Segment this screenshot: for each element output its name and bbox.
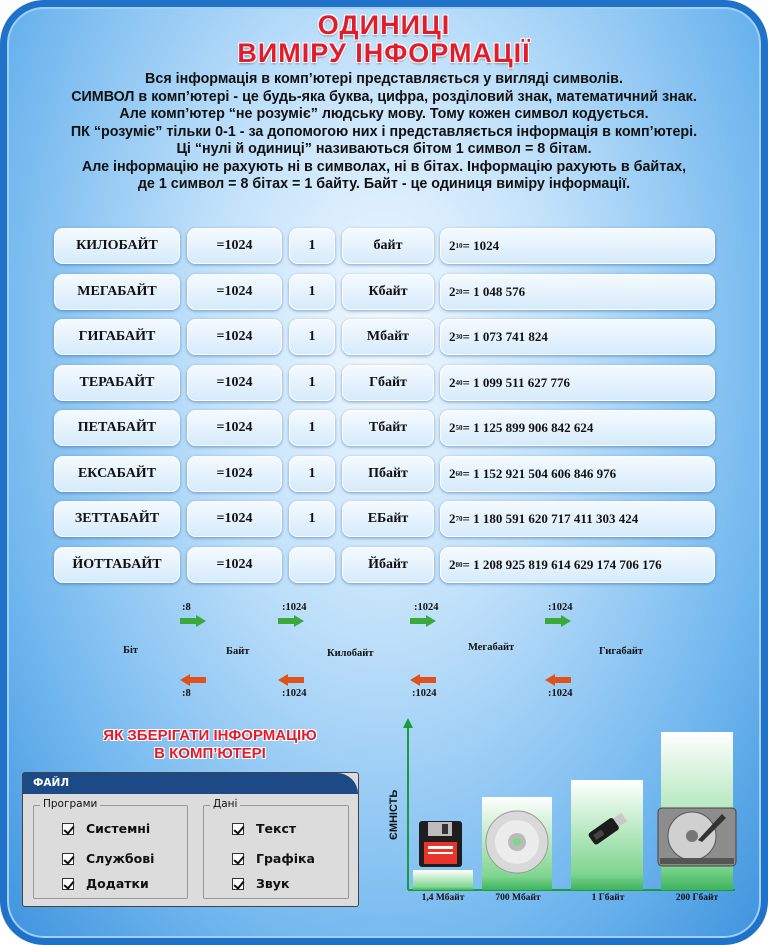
cd-disc-icon	[485, 810, 549, 874]
unit-equals-cell: =1024	[187, 547, 282, 583]
unit-name-cell: ЙОТТАБАЙТ	[54, 547, 180, 583]
intro-line: ПК “розуміє” тільки 0-1 - за допомогою них і представляється інформація в комп’ютері.	[70, 123, 698, 140]
intro-line: Ці “нулі й одиниці” називаються бітом 1 символ = 8 бітам.	[176, 141, 592, 157]
unit-one-cell: 1	[289, 410, 335, 446]
power-value: = 1 180 591 620 717 411 303 424	[462, 511, 639, 526]
unit-power-cell	[440, 410, 715, 446]
power-base: 2	[449, 375, 456, 390]
file-panel-header: ФАЙЛ	[23, 773, 358, 794]
data-caption: Дані	[210, 798, 240, 810]
conv-forward-label: :1024	[548, 602, 573, 613]
conv-unit-byte: Байт	[226, 646, 250, 657]
checkbox-checked-icon[interactable]	[62, 878, 74, 890]
conv-backward-label: :8	[182, 688, 191, 699]
unit-one-cell: 1	[289, 228, 335, 264]
unit-power-cell	[440, 456, 715, 492]
power-base: 2	[449, 238, 456, 253]
power-base: 2	[449, 557, 456, 572]
power-base: 2	[449, 329, 456, 344]
unit-equals-cell: =1024	[187, 410, 282, 446]
capacity-axis-label: ЄМНІСТЬ	[388, 789, 400, 841]
arrow-left-icon	[410, 674, 436, 686]
conv-unit-bit: Біт	[123, 645, 139, 656]
poster-title-line2: ВИМІРУ ІНФОРМАЦІЇ	[237, 38, 531, 68]
unit-base-cell: Йбайт	[342, 547, 434, 583]
unit-base-cell: ЕБайт	[342, 501, 434, 537]
capacity-label-usb: 1 Гбайт	[591, 893, 625, 903]
power-exponent: 10	[455, 242, 463, 250]
conv-backward-label: :1024	[282, 688, 307, 699]
unit-power-cell	[440, 228, 715, 264]
poster-title-line1: ОДИНИЦІ	[317, 10, 451, 40]
programs-caption: Програми	[40, 798, 100, 810]
conv-unit-megabyte: Мегабайт	[468, 642, 515, 653]
intro-text	[10, 71, 758, 194]
intro-line: де 1 символ = 8 бітах = 1 байту. Байт - це одиниця виміру інформації.	[137, 176, 631, 192]
unit-one-cell: 1	[289, 274, 335, 310]
power-exponent: 60	[455, 470, 463, 478]
data-group	[203, 798, 349, 899]
power-exponent: 50	[455, 424, 463, 432]
programs-group	[33, 798, 188, 899]
unit-one-cell: 1	[289, 456, 335, 492]
unit-equals-cell: =1024	[187, 501, 282, 537]
unit-one-cell: 1	[289, 319, 335, 355]
power-value: = 1 073 741 824	[462, 329, 548, 344]
power-exponent: 40	[455, 379, 463, 387]
power-value: = 1 125 899 906 842 624	[462, 420, 594, 435]
power-exponent: 30	[455, 333, 463, 341]
unit-base-cell: Кбайт	[342, 274, 434, 310]
power-exponent: 80	[455, 561, 463, 569]
unit-equals-cell: =1024	[187, 319, 282, 355]
unit-power-cell	[440, 547, 715, 583]
capacity-bar-floppy	[413, 870, 473, 890]
conv-forward-label: :1024	[414, 602, 439, 613]
conv-unit-gigabyte: Гигабайт	[599, 646, 644, 657]
power-value: = 1 048 576	[462, 284, 526, 299]
arrow-left-icon	[278, 674, 304, 686]
power-base: 2	[449, 511, 456, 526]
intro-line: Але інформацію не рахують ні в символах, ні в бітах. Інформацію рахують в байтах,	[81, 158, 687, 175]
checkbox-checked-icon[interactable]	[232, 853, 244, 865]
conv-forward-label: :8	[182, 602, 191, 613]
unit-name-cell: ТЕРАБАЙТ	[54, 365, 180, 401]
unit-base-cell: Пбайт	[342, 456, 434, 492]
unit-one-cell: 1	[289, 365, 335, 401]
floppy-disk-icon	[418, 820, 463, 868]
unit-base-cell: байт	[342, 228, 434, 264]
intro-line: Вся інформація в комп’ютері представляється у вигляді символів.	[145, 71, 623, 87]
hard-disk-drive-icon	[656, 800, 738, 872]
unit-base-cell: Гбайт	[342, 365, 434, 401]
unit-one-cell	[289, 547, 335, 583]
arrow-left-icon	[180, 674, 206, 686]
checkbox-checked-icon[interactable]	[232, 878, 244, 890]
conv-backward-label: :1024	[412, 688, 437, 699]
unit-name-cell: МЕГАБАЙТ	[54, 274, 180, 310]
data-option-sound[interactable]	[232, 876, 289, 891]
power-base: 2	[449, 466, 456, 481]
unit-name-cell: ПЕТАБАЙТ	[54, 410, 180, 446]
unit-name-cell: ЗЕТТАБАЙТ	[54, 501, 180, 537]
unit-one-cell: 1	[289, 501, 335, 537]
file-panel	[22, 772, 359, 907]
capacity-label-floppy: 1,4 Мбайт	[421, 893, 465, 903]
unit-power-cell	[440, 274, 715, 310]
power-base: 2	[449, 420, 456, 435]
usb-flash-drive-icon	[582, 810, 632, 848]
program-option-apps[interactable]	[62, 876, 149, 891]
power-exponent: 70	[455, 515, 463, 523]
unit-equals-cell: =1024	[187, 274, 282, 310]
capacity-label-cd: 700 Мбайт	[495, 893, 541, 903]
power-value: = 1 099 511 627 776	[462, 375, 570, 390]
power-value: = 1024	[462, 238, 500, 253]
program-option-system[interactable]	[62, 821, 150, 836]
option-label: Звук	[256, 876, 290, 891]
checkbox-checked-icon[interactable]	[62, 823, 74, 835]
unit-base-cell: Мбайт	[342, 319, 434, 355]
checkbox-checked-icon[interactable]	[232, 823, 244, 835]
unit-equals-cell: =1024	[187, 365, 282, 401]
power-base: 2	[449, 284, 456, 299]
program-option-utility[interactable]	[62, 851, 154, 866]
unit-equals-cell: =1024	[187, 228, 282, 264]
arrow-right-icon	[180, 615, 206, 627]
storage-title-line2: В КОМП’ЮТЕРІ	[154, 745, 266, 762]
arrow-right-icon	[410, 615, 436, 627]
arrow-right-icon	[278, 615, 304, 627]
checkbox-checked-icon[interactable]	[62, 853, 74, 865]
unit-name-cell: ГИГАБАЙТ	[54, 319, 180, 355]
conv-forward-label: :1024	[282, 602, 307, 613]
data-option-graphics[interactable]	[232, 851, 315, 866]
unit-equals-cell: =1024	[187, 456, 282, 492]
conv-unit-kilobyte: Килобайт	[327, 648, 374, 659]
storage-title-line1: ЯК ЗБЕРІГАТИ ІНФОРМАЦІЮ	[103, 727, 317, 744]
data-option-text[interactable]	[232, 821, 296, 836]
unit-base-cell: Тбайт	[342, 410, 434, 446]
arrow-left-icon	[545, 674, 571, 686]
unit-power-cell	[440, 365, 715, 401]
option-label: Текст	[256, 821, 297, 836]
power-value: = 1 208 925 819 614 629 174 706 176	[462, 557, 662, 572]
option-label: Системні	[86, 821, 151, 836]
arrow-right-icon	[545, 615, 571, 627]
power-value: = 1 152 921 504 606 846 976	[462, 466, 617, 481]
option-label: Додатки	[86, 876, 149, 891]
option-label: Графіка	[256, 851, 315, 866]
conv-backward-label: :1024	[548, 688, 573, 699]
power-exponent: 20	[455, 288, 463, 296]
unit-name-cell: КИЛОБАЙТ	[54, 228, 180, 264]
unit-name-cell: ЕКСАБАЙТ	[54, 456, 180, 492]
unit-power-cell	[440, 319, 715, 355]
unit-power-cell	[440, 501, 715, 537]
intro-line: СИМВОЛ в комп’ютері - це будь-яка буква, цифра, розділовий знак, математичний знак.	[71, 88, 697, 105]
intro-line: Але комп’ютер “не розуміє” людську мову. Тому кожен символ кодується.	[119, 106, 649, 122]
option-label: Службові	[86, 851, 155, 866]
capacity-label-hdd: 200 Гбайт	[675, 893, 719, 903]
